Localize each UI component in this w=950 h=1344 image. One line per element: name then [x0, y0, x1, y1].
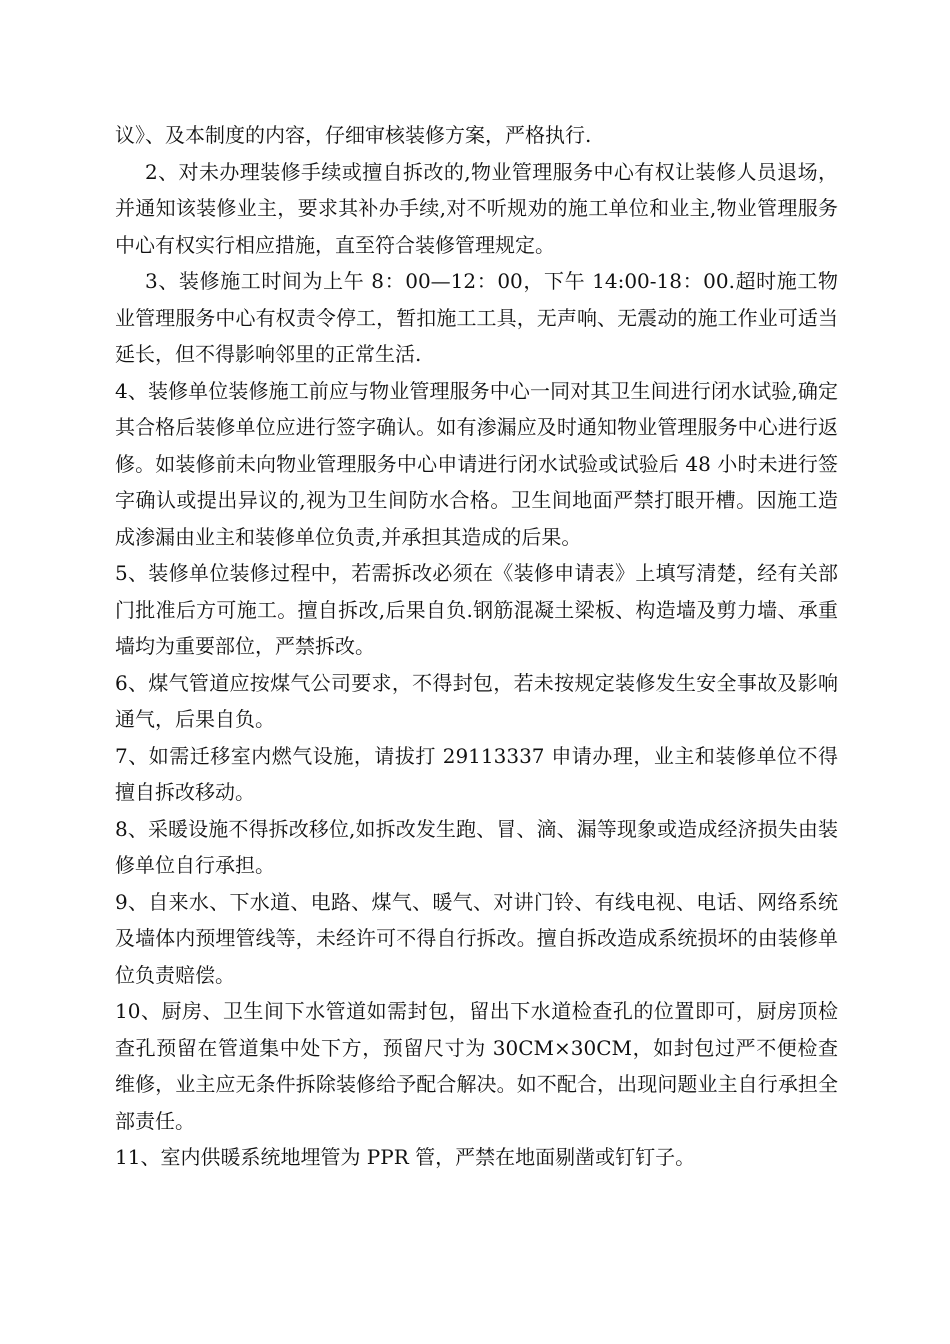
paragraph-continuation: 议》、及本制度的内容，仔细审核装修方案，严格执行.	[115, 123, 592, 147]
paragraph-item-5: 5、装修单位装修过程中，若需拆改必须在《装修申请表》上填写清楚，经有关部门批准后方可施工。擅自拆改,后果自负.钢筋混凝土梁板、构造墙及剪力墙、承重墙均为重要部位，严禁拆改。	[115, 561, 838, 658]
paragraph-item-6: 6、煤气管道应按煤气公司要求，不得封包，若未按规定装修发生安全事故及影响通气，后果自负。	[115, 670, 838, 731]
paragraph-item-11: 11、室内供暖系统地埋管为 PPR 管，严禁在地面剔凿或钉钉子。	[115, 1145, 696, 1169]
paragraph-item-2: 2、对未办理装修手续或擅自拆改的,物业管理服务中心有权让装修人员退场，并通知该装修业主，要求其补办手续,对不听规劝的施工单位和业主,物业管理服务中心有权实行相应措施，直至符合装修管理规定。	[115, 159, 838, 257]
paragraph-item-7: 7、如需迁移室内燃气设施，请拔打 29113337 申请办理，业主和装修单位不得擅自拆改移动。	[115, 743, 838, 804]
paragraph-item-3: 3、装修施工时间为上午 8：00—12：00，下午 14:00-18：00.超时施工物业管理服务中心有权责令停工，暂扣施工工具，无声响、无震动的施工作业可适当延长，但不得影响邻里的正常生活.	[115, 269, 838, 366]
paragraph-item-4: 4、装修单位装修施工前应与物业管理服务中心一同对其卫生间进行闭水试验,确定其合格后装修单位应进行签字确认。如有渗漏应及时通知物业管理服务中心进行返修。如装修前未向物业管理服务中心申请进行闭水试验或试验后 48 小时未进行签字确认或提出异议的,视为卫生间防水合格。卫生间地面严禁打眼开槽。因施工造成渗漏由业主和装修单位负责,并承担其造成的后果。	[115, 378, 838, 549]
paragraph-item-8: 8、采暖设施不得拆改移位,如拆改发生跑、冒、滴、漏等现象或造成经济损失由装修单位自行承担。	[115, 816, 838, 877]
document-body	[115, 117, 838, 1176]
paragraph-item-10: 10、厨房、卫生间下水管道如需封包，留出下水道检查孔的位置即可，厨房顶检查孔预留在管道集中处下方，预留尺寸为 30CM×30CM，如封包过严不便检查维修，业主应无条件拆除装修给予配合解决。如不配合，出现问题业主自行承担全部责任。	[115, 999, 838, 1133]
paragraph-item-9: 9、自来水、下水道、电路、煤气、暖气、对讲门铃、有线电视、电话、网络系统及墙体内预埋管线等，未经许可不得自行拆改。擅自拆改造成系统损坏的由装修单位负责赔偿。	[115, 889, 838, 987]
